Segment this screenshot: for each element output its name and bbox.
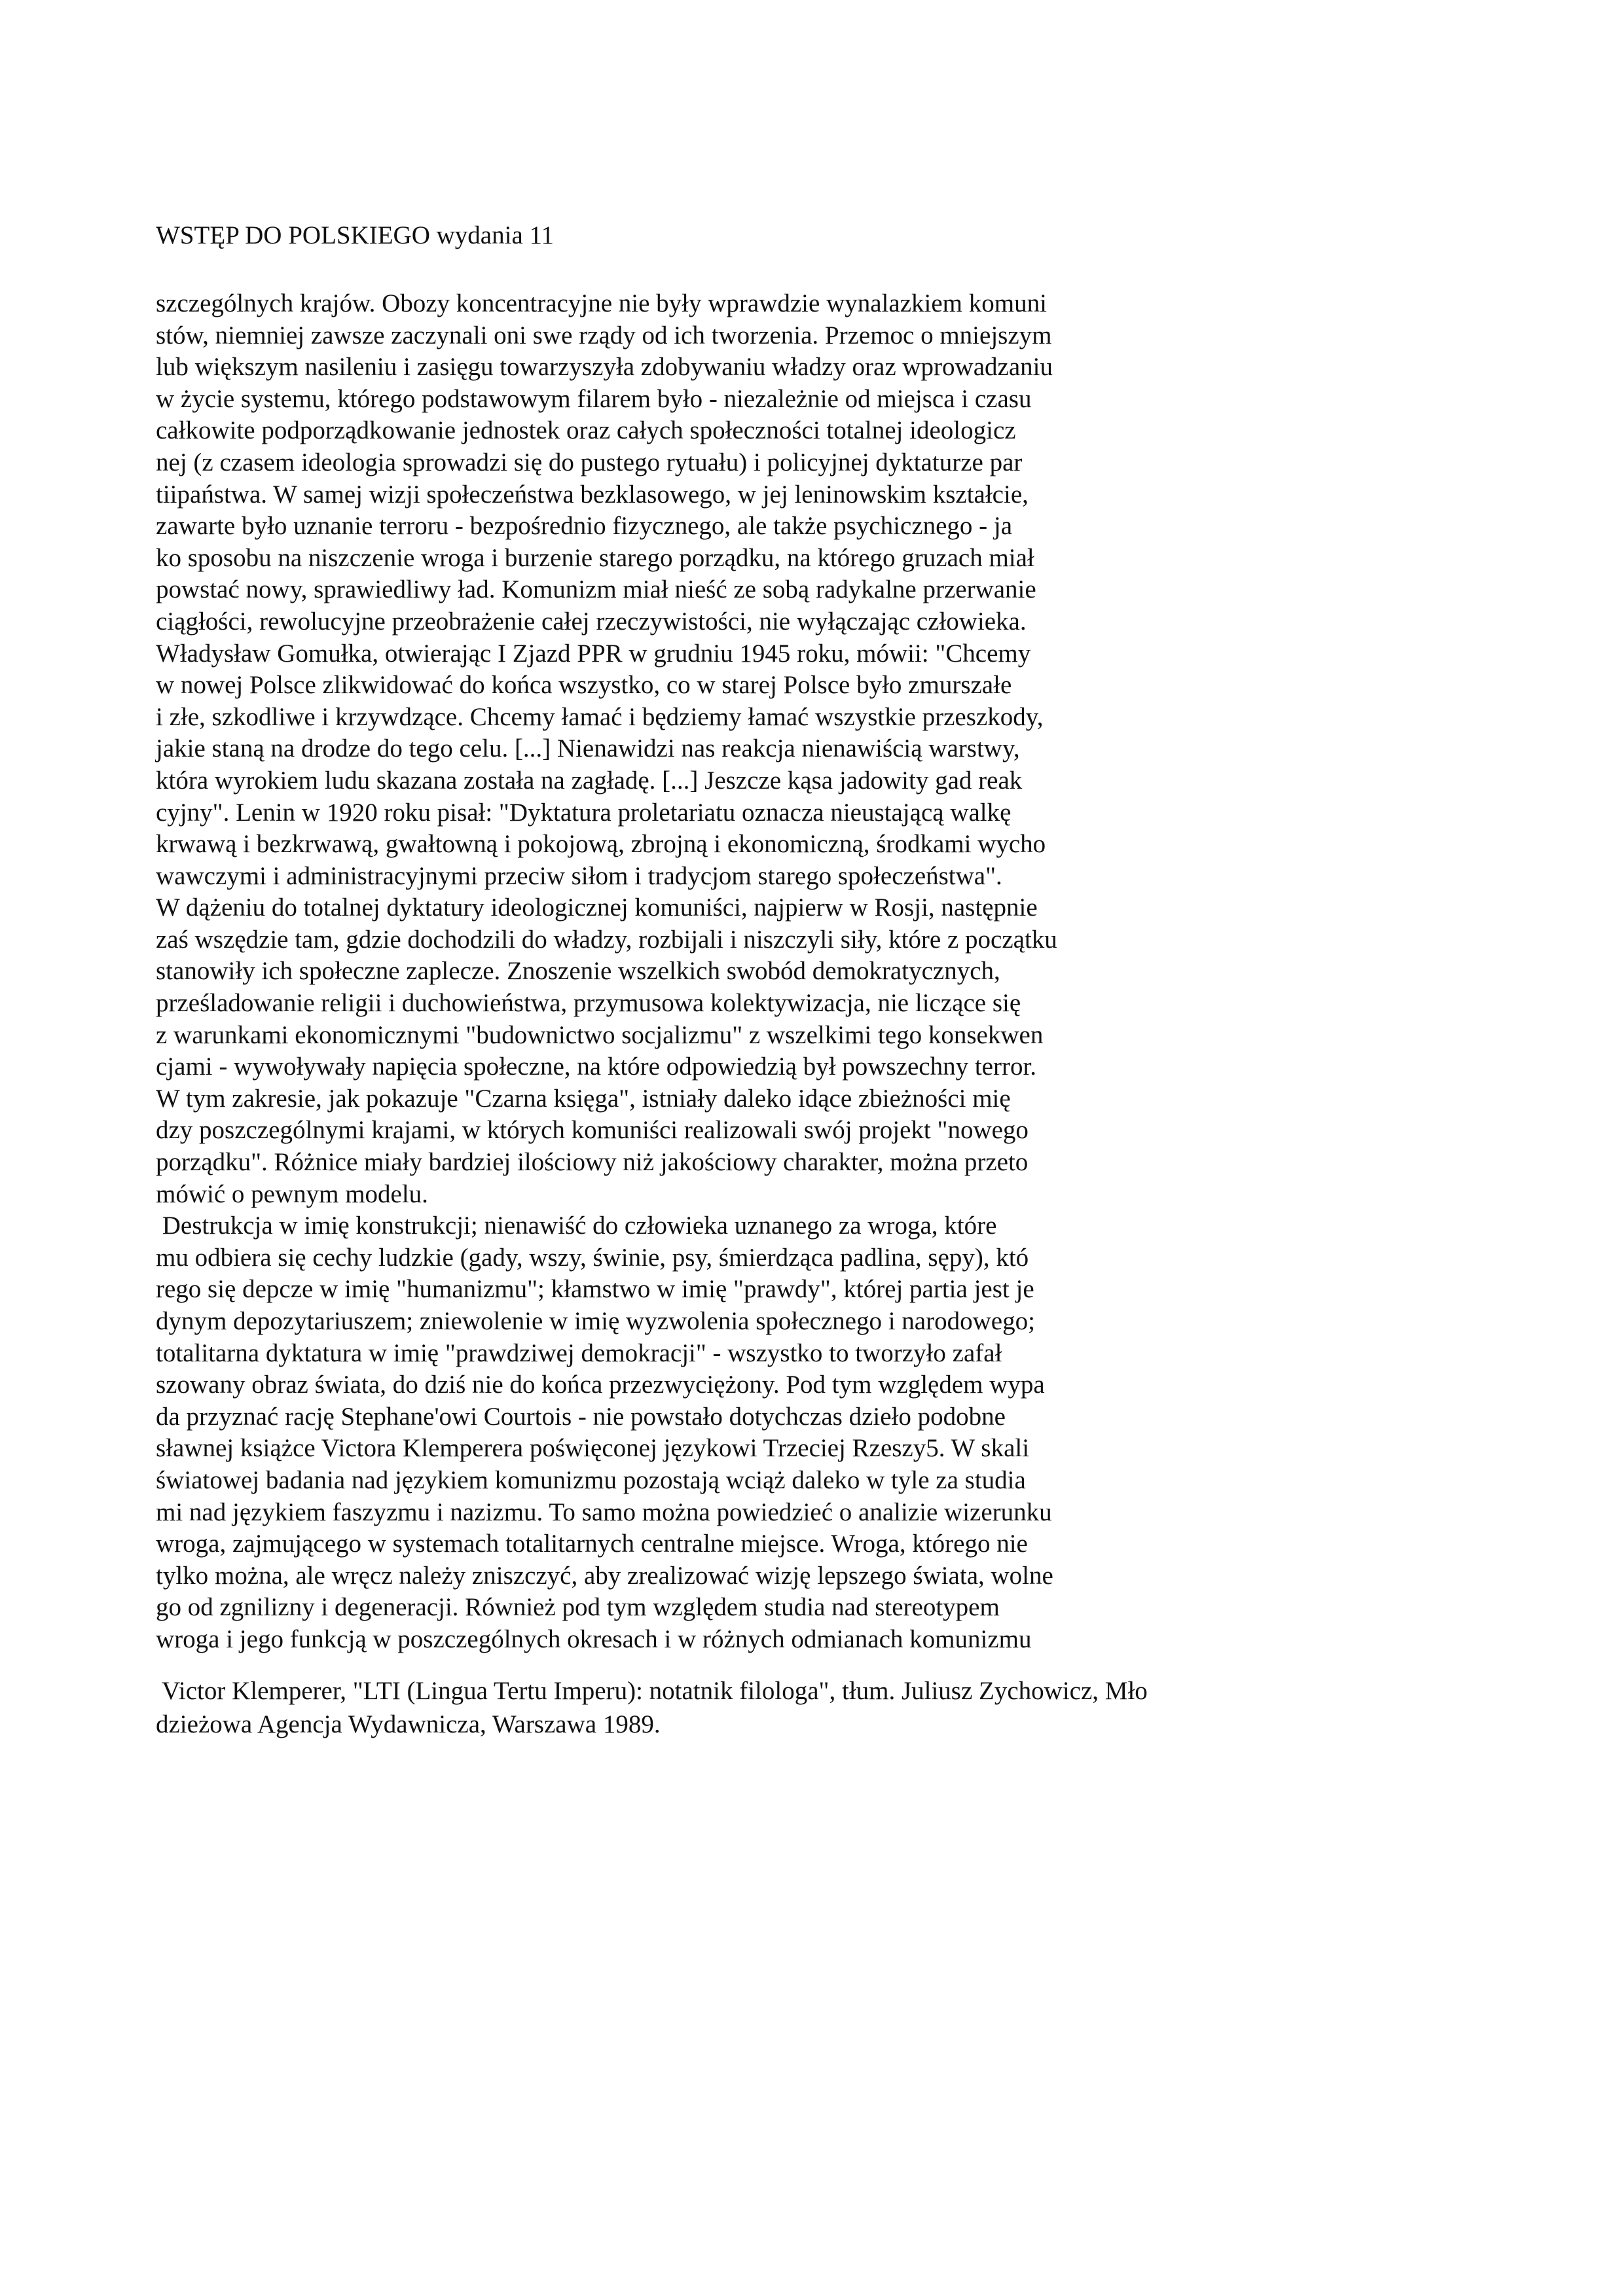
body-line: W tym zakresie, jak pokazuje "Czarna księga", istniały daleko idące zbieżności mię <box>156 1084 1011 1113</box>
body-line: krwawą i bezkrwawą, gwałtowną i pokojową, zbrojną i ekonomiczną, środkami wycho <box>156 830 1046 859</box>
body-line: nej (z czasem ideologia sprowadzi się do pustego rytuału) i policyjnej dyktaturze par <box>156 448 1023 476</box>
body-line: rego się depcze w imię "humanizmu"; kłamstwo w imię "prawdy", której partia jest je <box>156 1275 1034 1304</box>
body-line: zaś wszędzie tam, gdzie dochodzili do władzy, rozbijali i niszczyli siły, które z początku <box>156 925 1057 954</box>
body-text <box>156 288 1057 1656</box>
body-line: go od zgnilizny i degeneracji. Również pod tym względem studia nad stereotypem <box>156 1593 1000 1622</box>
footnote-line: Victor Klemperer, "LTI (Lingua Tertu Imperu): notatnik filologa", tłum. Juliusz Zychowicz, Mło <box>156 1677 1148 1705</box>
body-line: mu odbiera się cechy ludzkie (gady, wszy, świnie, psy, śmierdząca padlina, sępy), któ <box>156 1243 1029 1272</box>
body-line: cjami - wywoływały napięcia społeczne, na które odpowiedzią był powszechny terror. <box>156 1052 1037 1081</box>
body-line: sławnej książce Victora Klemperera poświęconej językowi Trzeciej Rzeszy5. W skali <box>156 1434 1030 1463</box>
page-header: WSTĘP DO POLSKIEGO wydania 11 <box>156 221 555 249</box>
body-line: z warunkami ekonomicznymi "budownictwo socjalizmu" z wszelkimi tego konsekwen <box>156 1020 1044 1049</box>
body-line: szczególnych krajów. Obozy koncentracyjne nie były wprawdzie wynalazkiem komuni <box>156 289 1047 317</box>
body-line: mówić o pewnym modelu. <box>156 1179 428 1208</box>
body-line: szowany obraz świata, do dziś nie do końca przezwyciężony. Pod tym względem wypa <box>156 1371 1045 1399</box>
body-line: zawarte było uznanie terroru - bezpośrednio fizycznego, ale także psychicznego - ja <box>156 512 1013 541</box>
body-line: Władysław Gomułka, otwierając I Zjazd PPR w grudniu 1945 roku, mówii: "Chcemy <box>156 639 1031 668</box>
body-line: i złe, szkodliwe i krzywdzące. Chcemy łamać i będziemy łamać wszystkie przeszkody, <box>156 702 1044 731</box>
body-line: da przyznać rację Stephane'owi Courtois - nie powstało dotychczas dzieło podobne <box>156 1402 1006 1431</box>
body-line: tylko można, ale wręcz należy zniszczyć, aby zrealizować wizję lepszego świata, wolne <box>156 1561 1053 1590</box>
body-line: ciągłości, rewolucyjne przeobrażenie całej rzeczywistości, nie wyłączając człowieka. <box>156 607 1027 636</box>
body-line: wroga, zajmującego w systemach totalitarnych centralne miejsce. Wroga, którego nie <box>156 1530 1028 1558</box>
body-line: w życie systemu, którego podstawowym filarem było - niezależnie od miejsca i czasu <box>156 384 1032 413</box>
body-line: całkowite podporządkowanie jednostek oraz całych społeczności totalnej ideologicz <box>156 416 1016 445</box>
footnote-line: dzieżowa Agencja Wydawnicza, Warszawa 1989. <box>156 1710 661 1738</box>
body-line: stów, niemniej zawsze zaczynali oni swe rządy od ich tworzenia. Przemoc o mniejszym <box>156 321 1052 350</box>
body-line: w nowej Polsce zlikwidować do końca wszystko, co w starej Polsce było zmurszałe <box>156 671 1012 700</box>
body-line: porządku". Różnice miały bardziej ilościowy niż jakościowy charakter, można przeto <box>156 1148 1029 1177</box>
body-line: lub większym nasileniu i zasięgu towarzyszyła zdobywaniu władzy oraz wprowadzaniu <box>156 353 1053 382</box>
body-line: mi nad językiem faszyzmu i nazizmu. To samo można powiedzieć o analizie wizerunku <box>156 1498 1052 1526</box>
body-line: wroga i jego funkcją w poszczególnych okresach i w różnych odmianach komunizmu <box>156 1624 1032 1653</box>
body-line: ko sposobu na niszczenie wroga i burzenie starego porządku, na którego gruzach miał <box>156 543 1034 572</box>
body-line: stanowiły ich społeczne zaplecze. Znoszenie wszelkich swobód demokratycznych, <box>156 957 1000 986</box>
body-line: Destrukcja w imię konstrukcji; nienawiść do człowieka uznanego za wroga, które <box>156 1211 997 1240</box>
body-line: totalitarna dyktatura w imię "prawdziwej demokracji" - wszystko to tworzyło zafał <box>156 1338 1002 1367</box>
body-line: jakie staną na drodze do tego celu. [...] Nienawidzi nas reakcja nienawiścią warstwy, <box>156 734 1020 763</box>
body-line: dzy poszczególnymi krajami, w których komuniści realizowali swój projekt "nowego <box>156 1116 1029 1145</box>
body-line: prześladowanie religii i duchowieństwa, przymusowa kolektywizacja, nie liczące się <box>156 989 1021 1018</box>
body-line: która wyrokiem ludu skazana została na zagładę. [...] Jeszcze kąsa jadowity gad reak <box>156 766 1023 795</box>
body-line: światowej badania nad językiem komunizmu pozostają wciąż daleko w tyle za studia <box>156 1465 1026 1494</box>
body-line: tiipaństwa. W samej wizji społeczeństwa bezklasowego, w jej leninowskim kształcie, <box>156 480 1029 509</box>
body-line: W dążeniu do totalnej dyktatury ideologicznej komuniści, najpierw w Rosji, następnie <box>156 893 1038 922</box>
body-line: powstać nowy, sprawiedliwy ład. Komunizm miał nieść ze sobą radykalne przerwanie <box>156 575 1036 604</box>
body-line: cyjny". Lenin w 1920 roku pisał: "Dyktatura proletariatu oznacza nieustającą walkę <box>156 798 1012 827</box>
body-line: wawczymi i administracyjnymi przeciw siłom i tradycjom starego społeczeństwa". <box>156 861 1002 890</box>
body-line: dynym depozytariuszem; zniewolenie w imię wyzwolenia społecznego i narodowego; <box>156 1307 1035 1335</box>
footnote <box>156 1674 1148 1741</box>
